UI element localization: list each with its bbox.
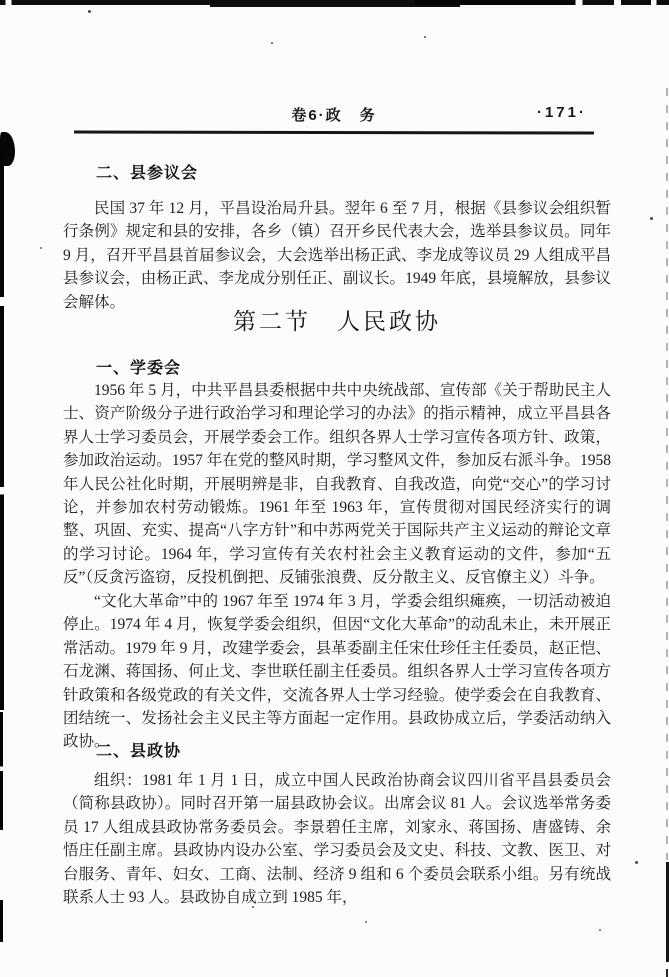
subheading-county-cppcc: 二、县政协 — [96, 743, 182, 760]
scan-speck — [650, 217, 653, 220]
paragraph-cultural-revolution-period: “文化大革命”中的 1967 年至 1974 年 3 月，学委会组织瘫痪，一切活动被迫停止。1974 年 4 月，恢复学委会组织，但因“文化大革命”的动乱未止，未开展正常活动。1979 年 9 月，改建学委会，县革委副主任宋仕珍任主任委员，赵正恺、石龙渊、蒋国扬、何止戈、李世联任副主任委员。组织各界人士学习宣传各项方针政策和各级党政的有关文件，交流各界人士学习经验。使学委会在自我教育、团结统一、发扬社会主义民主等方面起一定作用。县政协成立后，学委活动纳入政协。 — [63, 593, 611, 751]
chapter-heading-peoples-cppcc: 第二节 人民政协 — [233, 309, 441, 334]
page-header — [75, 104, 593, 128]
header-rule — [74, 130, 594, 134]
scan-mark-left-streak-upper — [0, 152, 4, 710]
paragraph-county-senate: 民国 37 年 12 月，平昌设治局升县。翌年 6 至 7 月，根据《县参议会组织暂行条例》规定和县的安排，各乡（镇）召开乡民代表大会，选举县参议员。同年 9 月，召开平昌县首届参议会，大会选举出杨正武、李龙成等议员 29 人组成平昌县参议会，由杨正武、李龙成分别任正、副议长。1949 年底，县境解放，县参议会解体。 — [63, 200, 611, 311]
paragraph-study-committee-history: 1956 年 5 月，中共平昌县委根据中共中央统战部、宣传部《关于帮助民主人士、资产阶级分子进行政治学习和理论学习的办法》的指示精神，成立平昌县各界人士学习委员会，开展学委会工作。组织各界人士学习宣传各项方针、政策，参加政治运动。1957 年在党的整风时期，学习整风文件，参加反右派斗争。1958 年人民公社化时期，开展明辨是非，自我教育、自我改造，向党“交心”的学习讨论，并参加农村劳动锻炼。1961 年至 1963 年，宣传贯彻对国民经济实行的调整、巩固、充实、提高“八字方针”和中苏两党关于国际共产主义运动的辩论文章的学习讨论。1964 年，学习宣传有关农村社会主义教育运动的文件，参加“五反”（反贪污盗窃，反投机倒把、反铺张浪费、反分散主义、反官僚主义）斗争。 — [63, 382, 611, 587]
scan-speck — [635, 861, 638, 864]
page-number: ·171· — [536, 104, 587, 121]
subheading-county-senate: 二、县参议会 — [96, 165, 199, 182]
scan-speck — [599, 929, 601, 931]
subheading-study-committee: 一、学委会 — [96, 360, 182, 377]
scan-mark-right-dark-strip-bottom — [666, 969, 668, 977]
scan-speck — [40, 247, 42, 249]
paragraph-county-cppcc-organization: 组织：1981 年 1 月 1 日，成立中国人民政治协商会议四川省平昌县委员会（简称县政协）。同时召开第一届县政协会议。出席会议 81 人。会议选举常务委员 17 人组成县政协常务委员会。李景碧任主席，刘家永、蒋国扬、唐盛铸、余悟庄任副主席。县政协内设办公室、学习委员会及文史、科技、文教、医卫、对台服务、青年、妇女、工商、法制、经济 9 组和 6 个委员会联系小组。另有统战联系人士 93 人。县政协自成立到 1985 年， — [63, 772, 611, 907]
scan-mark-right-dashed-line — [666, 88, 668, 860]
running-header-title: 卷6·政 务 — [291, 107, 377, 124]
scan-speck — [88, 10, 91, 13]
scan-speck — [424, 36, 426, 38]
scan-mark-left-streak-middle — [0, 712, 3, 830]
scan-mark-left-streak-lower — [0, 900, 3, 942]
scan-speck — [271, 42, 273, 44]
scan-speck — [365, 921, 367, 923]
scan-mark-top-edge-thick — [210, 5, 460, 7]
